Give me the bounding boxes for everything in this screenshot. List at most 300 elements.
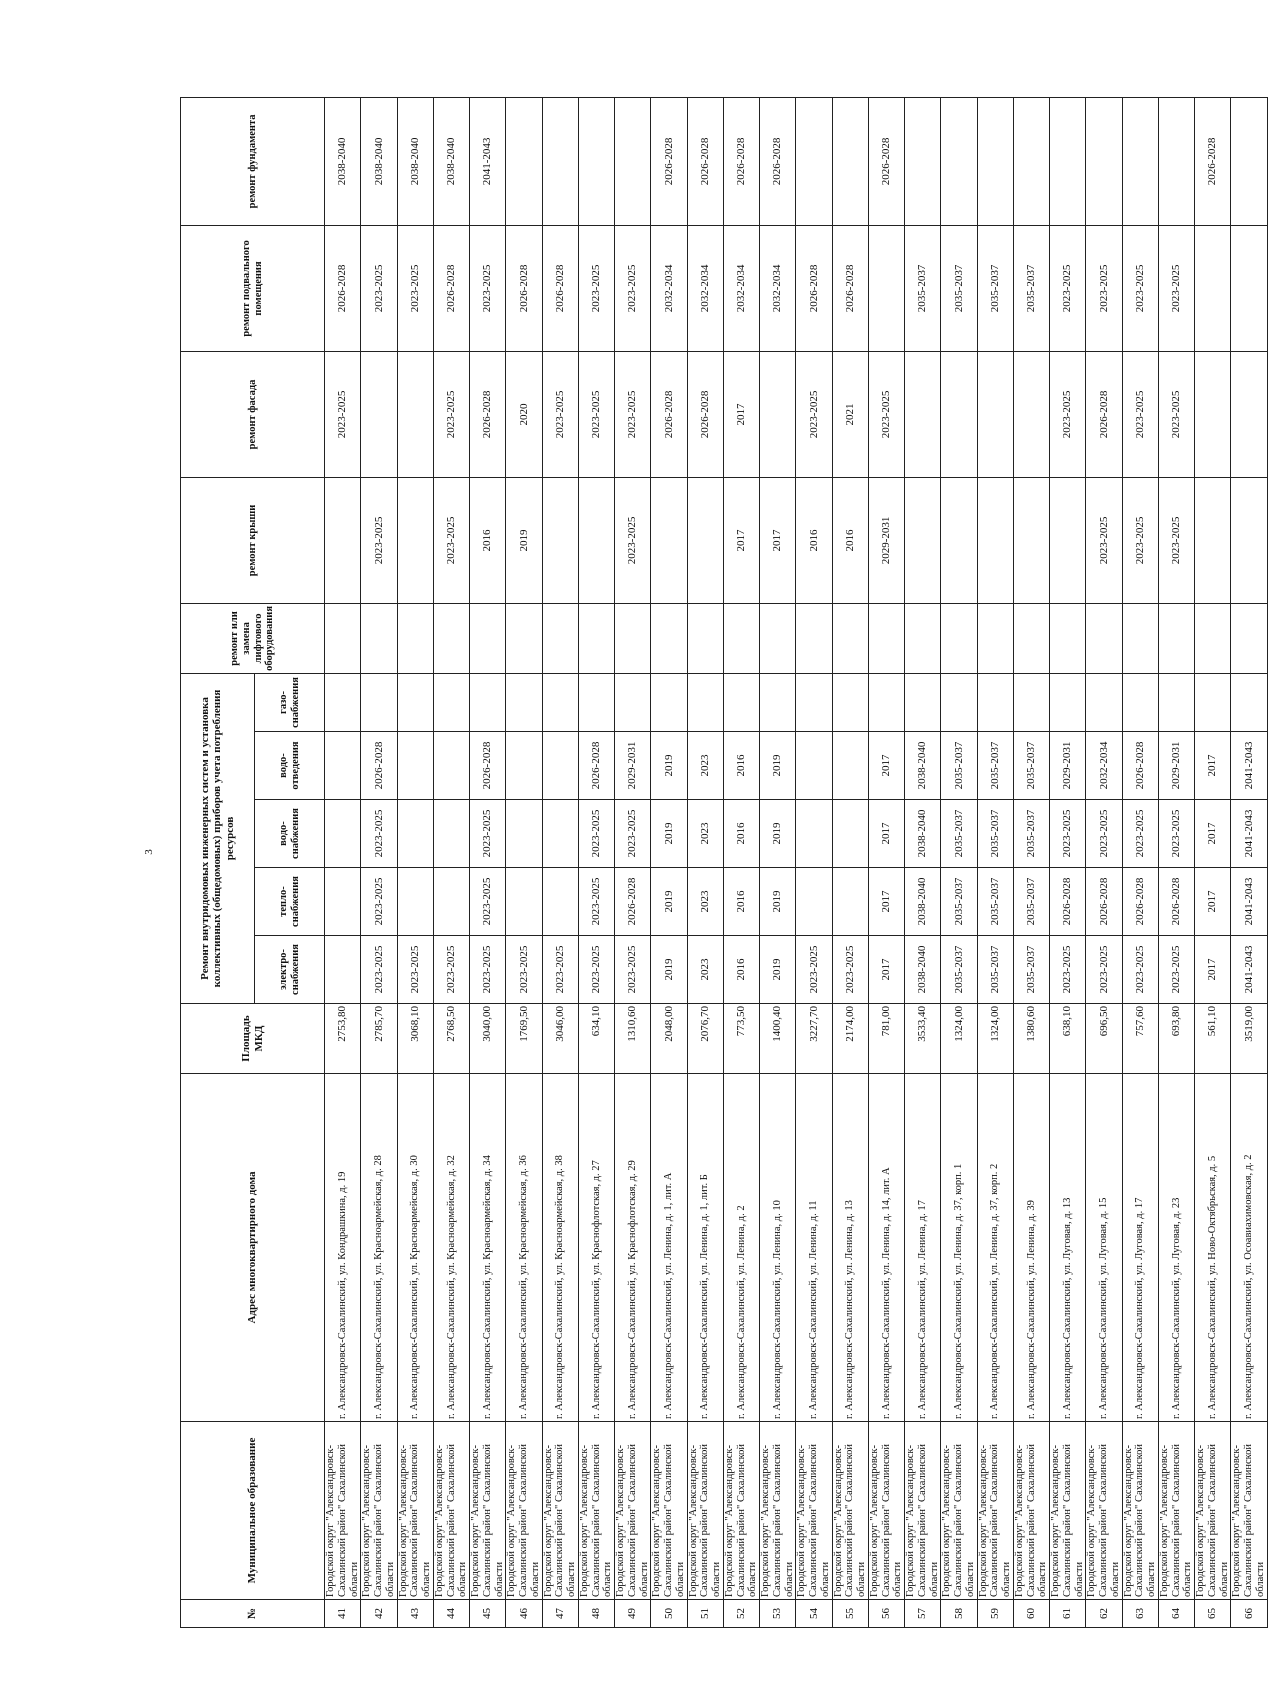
- row-foundation: [1231, 97, 1267, 225]
- row-roof: [1013, 477, 1049, 603]
- row-facade: 2023-2025: [1158, 351, 1194, 477]
- row-municipality: Городской округ "Александровск-Сахалинский район" Сахалинской области: [796, 1422, 832, 1600]
- row-basement: 2023-2025: [1158, 225, 1194, 351]
- row-foundation: [796, 97, 832, 225]
- row-facade: 2023-2025: [796, 351, 832, 477]
- row-heat: [542, 868, 578, 936]
- row-water-disposal: [397, 732, 433, 800]
- row-water-supply: 2017: [868, 800, 904, 868]
- row-elevator: [1050, 603, 1086, 673]
- row-roof: 2019: [506, 477, 542, 603]
- header-roof: ремонт крыши: [181, 477, 325, 603]
- row-municipality: Городской округ "Александровск-Сахалинский район" Сахалинской области: [433, 1422, 469, 1600]
- table-body: [325, 97, 1268, 1627]
- table-row: [1195, 97, 1231, 1627]
- row-foundation: [1158, 97, 1194, 225]
- row-water-supply: 2023-2025: [1050, 800, 1086, 868]
- row-municipality: Городской округ "Александровск-Сахалинский район" Сахалинской области: [905, 1422, 941, 1600]
- row-foundation: 2026-2028: [760, 97, 796, 225]
- row-number: 41: [325, 1600, 361, 1628]
- row-elevator: [542, 603, 578, 673]
- row-electro: [325, 936, 361, 1004]
- row-address: г. Александровск-Сахалинский, ул. Осоавиахимовская, д. 2: [1231, 1074, 1267, 1422]
- row-water-disposal: 2026-2028: [1122, 732, 1158, 800]
- row-foundation: 2026-2028: [868, 97, 904, 225]
- row-water-supply: 2038-2040: [905, 800, 941, 868]
- row-address: г. Александровск-Сахалинский, ул. Красноармейская, д. 32: [433, 1074, 469, 1422]
- row-roof: [578, 477, 614, 603]
- row-basement: 2023-2025: [1122, 225, 1158, 351]
- row-elevator: [651, 603, 687, 673]
- row-area: 634,10: [578, 1004, 614, 1074]
- table-row: [796, 97, 832, 1627]
- row-address: г. Александровск-Сахалинский, ул. Ново-Октябрьская, д. 5: [1195, 1074, 1231, 1422]
- table-row: [542, 97, 578, 1627]
- table-row: [1013, 97, 1049, 1627]
- table-row: [832, 97, 868, 1627]
- row-water-disposal: 2017: [868, 732, 904, 800]
- row-water-disposal: 2026-2028: [470, 732, 506, 800]
- row-foundation: 2026-2028: [1195, 97, 1231, 225]
- row-elevator: [615, 603, 651, 673]
- row-gas: [433, 673, 469, 731]
- row-water-supply: [542, 800, 578, 868]
- row-number: 60: [1013, 1600, 1049, 1628]
- row-gas: [470, 673, 506, 731]
- row-number: 45: [470, 1600, 506, 1628]
- row-electro: 2023-2025: [796, 936, 832, 1004]
- row-roof: 2017: [723, 477, 759, 603]
- row-elevator: [1195, 603, 1231, 673]
- row-roof: [941, 477, 977, 603]
- row-elevator: [977, 603, 1013, 673]
- row-electro: 2038-2040: [905, 936, 941, 1004]
- row-elevator: [1231, 603, 1267, 673]
- row-number: 66: [1231, 1600, 1267, 1628]
- row-water-supply: [397, 800, 433, 868]
- table-row: [433, 97, 469, 1627]
- row-area: 3068,10: [397, 1004, 433, 1074]
- row-gas: [542, 673, 578, 731]
- row-basement: 2026-2028: [433, 225, 469, 351]
- row-water-supply: 2023-2025: [1158, 800, 1194, 868]
- row-water-disposal: 2023: [687, 732, 723, 800]
- row-address: г. Александровск-Сахалинский, ул. Ленина, д. 17: [905, 1074, 941, 1422]
- row-foundation: [578, 97, 614, 225]
- row-foundation: [941, 97, 977, 225]
- row-electro: 2019: [651, 936, 687, 1004]
- row-number: 48: [578, 1600, 614, 1628]
- row-elevator: [687, 603, 723, 673]
- row-water-supply: 2023: [687, 800, 723, 868]
- row-address: г. Александровск-Сахалинский, ул. Краснофлотская, д. 27: [578, 1074, 614, 1422]
- row-water-supply: 2023-2025: [361, 800, 397, 868]
- row-area: 1380,60: [1013, 1004, 1049, 1074]
- row-water-supply: [325, 800, 361, 868]
- row-water-disposal: [325, 732, 361, 800]
- row-electro: 2023: [687, 936, 723, 1004]
- row-heat: [832, 868, 868, 936]
- row-basement: 2026-2028: [796, 225, 832, 351]
- row-area: 638,10: [1050, 1004, 1086, 1074]
- row-heat: 2026-2028: [1158, 868, 1194, 936]
- row-municipality: Городской округ "Александровск-Сахалинский район" Сахалинской области: [1122, 1422, 1158, 1600]
- row-basement: 2023-2025: [1086, 225, 1122, 351]
- row-elevator: [796, 603, 832, 673]
- row-water-supply: 2035-2037: [977, 800, 1013, 868]
- row-water-supply: 2023-2025: [470, 800, 506, 868]
- row-elevator: [905, 603, 941, 673]
- row-water-supply: 2017: [1195, 800, 1231, 868]
- row-basement: [1231, 225, 1267, 351]
- row-address: г. Александровск-Сахалинский, ул. Ленина, д. 13: [832, 1074, 868, 1422]
- row-area: 1769,50: [506, 1004, 542, 1074]
- row-number: 47: [542, 1600, 578, 1628]
- row-area: 781,00: [868, 1004, 904, 1074]
- row-gas: [832, 673, 868, 731]
- row-facade: 2020: [506, 351, 542, 477]
- row-water-disposal: 2041-2043: [1231, 732, 1267, 800]
- row-roof: [1195, 477, 1231, 603]
- row-foundation: [832, 97, 868, 225]
- row-number: 52: [723, 1600, 759, 1628]
- row-elevator: [760, 603, 796, 673]
- row-water-disposal: [832, 732, 868, 800]
- row-roof: [1231, 477, 1267, 603]
- row-address: г. Александровск-Сахалинский, ул. Красноармейская, д. 28: [361, 1074, 397, 1422]
- header-municipality: Муниципальное образование: [181, 1422, 325, 1600]
- row-elevator: [1122, 603, 1158, 673]
- row-elevator: [506, 603, 542, 673]
- header-elevator: ремонт или замена лифтового оборудования: [181, 603, 325, 673]
- row-municipality: Городской округ "Александровск-Сахалинский район" Сахалинской области: [1086, 1422, 1122, 1600]
- row-basement: [868, 225, 904, 351]
- row-address: г. Александровск-Сахалинский, ул. Луговая, д. 13: [1050, 1074, 1086, 1422]
- row-address: г. Александровск-Сахалинский, ул. Ленина, д. 14, лит. А: [868, 1074, 904, 1422]
- row-roof: 2023-2025: [615, 477, 651, 603]
- table-row: [615, 97, 651, 1627]
- row-heat: 2023-2025: [361, 868, 397, 936]
- row-water-supply: [433, 800, 469, 868]
- header-electro: электро-снабжения: [255, 936, 325, 1004]
- table-row: [905, 97, 941, 1627]
- row-municipality: Городской округ "Александровск-Сахалинский район" Сахалинской области: [723, 1422, 759, 1600]
- row-area: 3046,00: [542, 1004, 578, 1074]
- row-number: 63: [1122, 1600, 1158, 1628]
- table-row: [760, 97, 796, 1627]
- row-heat: 2016: [723, 868, 759, 936]
- row-basement: 2026-2028: [542, 225, 578, 351]
- row-basement: [1195, 225, 1231, 351]
- row-gas: [1050, 673, 1086, 731]
- header-foundation: ремонт фундамента: [181, 97, 325, 225]
- row-address: г. Александровск-Сахалинский, ул. Луговая, д. 15: [1086, 1074, 1122, 1422]
- row-foundation: 2026-2028: [687, 97, 723, 225]
- row-basement: 2035-2037: [977, 225, 1013, 351]
- row-area: 2785,70: [361, 1004, 397, 1074]
- row-basement: 2035-2037: [941, 225, 977, 351]
- row-gas: [1013, 673, 1049, 731]
- row-gas: [1122, 673, 1158, 731]
- row-area: 2174,00: [832, 1004, 868, 1074]
- row-electro: 2023-2025: [470, 936, 506, 1004]
- header-water-supply: водо-снабжения: [255, 800, 325, 868]
- row-facade: [941, 351, 977, 477]
- table-row: [325, 97, 361, 1627]
- row-water-supply: [796, 800, 832, 868]
- row-heat: 2041-2043: [1231, 868, 1267, 936]
- row-municipality: Городской округ "Александровск-Сахалинский район" Сахалинской области: [1050, 1422, 1086, 1600]
- row-municipality: Городской округ "Александровск-Сахалинский район" Сахалинской области: [325, 1422, 361, 1600]
- row-water-disposal: 2035-2037: [941, 732, 977, 800]
- row-area: 2768,50: [433, 1004, 469, 1074]
- row-foundation: 2026-2028: [651, 97, 687, 225]
- row-area: 693,80: [1158, 1004, 1194, 1074]
- row-number: 65: [1195, 1600, 1231, 1628]
- row-gas: [651, 673, 687, 731]
- row-heat: 2026-2028: [1050, 868, 1086, 936]
- page-number: 3: [142, 849, 155, 855]
- row-basement: 2032-2034: [723, 225, 759, 351]
- row-electro: 2023-2025: [578, 936, 614, 1004]
- row-roof: 2023-2025: [1158, 477, 1194, 603]
- row-water-supply: 2023-2025: [615, 800, 651, 868]
- row-area: 3227,70: [796, 1004, 832, 1074]
- row-area: 696,50: [1086, 1004, 1122, 1074]
- row-roof: 2016: [832, 477, 868, 603]
- table-row: [687, 97, 723, 1627]
- table-row: [651, 97, 687, 1627]
- row-municipality: Городской округ "Александровск-Сахалинский район" Сахалинской области: [1158, 1422, 1194, 1600]
- row-water-disposal: 2026-2028: [578, 732, 614, 800]
- row-municipality: Городской округ "Александровск-Сахалинский район" Сахалинской области: [1195, 1422, 1231, 1600]
- row-heat: 2023-2025: [578, 868, 614, 936]
- rotated-page: [180, 98, 1266, 1628]
- row-number: 49: [615, 1600, 651, 1628]
- row-elevator: [723, 603, 759, 673]
- row-roof: 2016: [470, 477, 506, 603]
- row-elevator: [941, 603, 977, 673]
- row-water-disposal: 2019: [651, 732, 687, 800]
- row-basement: 2023-2025: [361, 225, 397, 351]
- header-facade: ремонт фасада: [181, 351, 325, 477]
- row-foundation: 2038-2040: [325, 97, 361, 225]
- row-water-disposal: [433, 732, 469, 800]
- row-heat: 2035-2037: [941, 868, 977, 936]
- row-heat: 2017: [1195, 868, 1231, 936]
- row-water-supply: 2023-2025: [1122, 800, 1158, 868]
- row-area: 3040,00: [470, 1004, 506, 1074]
- row-roof: 2017: [760, 477, 796, 603]
- row-water-disposal: 2035-2037: [977, 732, 1013, 800]
- row-address: г. Александровск-Сахалинский, ул. Красноармейская, д. 34: [470, 1074, 506, 1422]
- row-area: 2076,70: [687, 1004, 723, 1074]
- row-water-supply: 2041-2043: [1231, 800, 1267, 868]
- row-gas: [723, 673, 759, 731]
- row-basement: 2023-2025: [1050, 225, 1086, 351]
- row-water-disposal: 2032-2034: [1086, 732, 1122, 800]
- row-gas: [905, 673, 941, 731]
- row-elevator: [361, 603, 397, 673]
- row-heat: [325, 868, 361, 936]
- row-address: г. Александровск-Сахалинский, ул. Ленина, д. 2: [723, 1074, 759, 1422]
- row-water-disposal: [796, 732, 832, 800]
- row-electro: 2035-2037: [977, 936, 1013, 1004]
- row-water-supply: [832, 800, 868, 868]
- row-municipality: Городской округ "Александровск-Сахалинский район" Сахалинской области: [868, 1422, 904, 1600]
- row-electro: 2023-2025: [542, 936, 578, 1004]
- row-address: г. Александровск-Сахалинский, ул. Ленина, д. 1, лит. Б: [687, 1074, 723, 1422]
- row-municipality: Городской округ "Александровск-Сахалинский район" Сахалинской области: [651, 1422, 687, 1600]
- row-number: 59: [977, 1600, 1013, 1628]
- row-municipality: Городской округ "Александровск-Сахалинский район" Сахалинской области: [1231, 1422, 1267, 1600]
- row-basement: 2026-2028: [325, 225, 361, 351]
- row-facade: 2017: [723, 351, 759, 477]
- row-basement: 2023-2025: [397, 225, 433, 351]
- table-row: [1050, 97, 1086, 1627]
- row-area: 2753,80: [325, 1004, 361, 1074]
- table-row: [470, 97, 506, 1627]
- row-water-supply: 2019: [760, 800, 796, 868]
- row-facade: [760, 351, 796, 477]
- row-roof: [325, 477, 361, 603]
- table-row: [578, 97, 614, 1627]
- row-electro: 2023-2025: [506, 936, 542, 1004]
- row-foundation: 2038-2040: [397, 97, 433, 225]
- row-number: 56: [868, 1600, 904, 1628]
- row-number: 43: [397, 1600, 433, 1628]
- row-elevator: [470, 603, 506, 673]
- row-facade: 2023-2025: [542, 351, 578, 477]
- row-number: 42: [361, 1600, 397, 1628]
- row-roof: [651, 477, 687, 603]
- row-number: 61: [1050, 1600, 1086, 1628]
- row-heat: 2019: [651, 868, 687, 936]
- row-elevator: [578, 603, 614, 673]
- row-water-disposal: 2038-2040: [905, 732, 941, 800]
- row-water-supply: 2035-2037: [1013, 800, 1049, 868]
- row-facade: 2023-2025: [1050, 351, 1086, 477]
- row-elevator: [1013, 603, 1049, 673]
- row-roof: 2023-2025: [1086, 477, 1122, 603]
- row-basement: 2035-2037: [905, 225, 941, 351]
- row-address: г. Александровск-Сахалинский, ул. Ленина, д. 37, корп. 2: [977, 1074, 1013, 1422]
- row-basement: 2023-2025: [615, 225, 651, 351]
- row-electro: 2023-2025: [1122, 936, 1158, 1004]
- header-area: Площадь МКД: [181, 1004, 325, 1074]
- row-elevator: [832, 603, 868, 673]
- row-gas: [1231, 673, 1267, 731]
- row-heat: [506, 868, 542, 936]
- row-area: 773,50: [723, 1004, 759, 1074]
- row-heat: [433, 868, 469, 936]
- row-heat: 2026-2028: [1122, 868, 1158, 936]
- row-area: 561,10: [1195, 1004, 1231, 1074]
- row-address: г. Александровск-Сахалинский, ул. Красноармейская, д. 30: [397, 1074, 433, 1422]
- row-gas: [615, 673, 651, 731]
- row-facade: 2026-2028: [470, 351, 506, 477]
- row-municipality: Городской округ "Александровск-Сахалинский район" Сахалинской области: [941, 1422, 977, 1600]
- row-electro: 2035-2037: [1013, 936, 1049, 1004]
- row-facade: [1013, 351, 1049, 477]
- row-municipality: Городской округ "Александровск-Сахалинский район" Сахалинской области: [361, 1422, 397, 1600]
- row-basement: 2035-2037: [1013, 225, 1049, 351]
- row-municipality: Городской округ "Александровск-Сахалинский район" Сахалинской области: [397, 1422, 433, 1600]
- row-facade: 2026-2028: [687, 351, 723, 477]
- row-electro: 2017: [1195, 936, 1231, 1004]
- row-area: 1400,40: [760, 1004, 796, 1074]
- row-municipality: Городской округ "Александровск-Сахалинский район" Сахалинской области: [977, 1422, 1013, 1600]
- header-heat: тепло-снабжения: [255, 868, 325, 936]
- table-row: [977, 97, 1013, 1627]
- row-area: 757,60: [1122, 1004, 1158, 1074]
- row-facade: [977, 351, 1013, 477]
- row-foundation: [506, 97, 542, 225]
- row-elevator: [868, 603, 904, 673]
- row-number: 51: [687, 1600, 723, 1628]
- row-facade: 2023-2025: [325, 351, 361, 477]
- row-number: 55: [832, 1600, 868, 1628]
- row-electro: 2023-2025: [433, 936, 469, 1004]
- row-gas: [1195, 673, 1231, 731]
- row-heat: [397, 868, 433, 936]
- row-area: 1324,00: [941, 1004, 977, 1074]
- row-facade: [397, 351, 433, 477]
- row-facade: [361, 351, 397, 477]
- row-address: г. Александровск-Сахалинский, ул. Кондрашкина, д. 19: [325, 1074, 361, 1422]
- row-municipality: Городской округ "Александровск-Сахалинский район" Сахалинской области: [1013, 1422, 1049, 1600]
- row-water-disposal: 2017: [1195, 732, 1231, 800]
- row-area: 3519,00: [1231, 1004, 1267, 1074]
- row-gas: [578, 673, 614, 731]
- row-electro: 2019: [760, 936, 796, 1004]
- row-area: 1324,00: [977, 1004, 1013, 1074]
- row-gas: [506, 673, 542, 731]
- table-row: [868, 97, 904, 1627]
- row-water-supply: 2019: [651, 800, 687, 868]
- table-row: [361, 97, 397, 1627]
- row-gas: [760, 673, 796, 731]
- row-electro: 2023-2025: [1050, 936, 1086, 1004]
- row-water-supply: 2016: [723, 800, 759, 868]
- row-heat: [796, 868, 832, 936]
- row-address: г. Александровск-Сахалинский, ул. Луговая, д. 23: [1158, 1074, 1194, 1422]
- row-gas: [796, 673, 832, 731]
- table-row: [941, 97, 977, 1627]
- row-facade: 2026-2028: [1086, 351, 1122, 477]
- row-water-supply: 2023-2025: [1086, 800, 1122, 868]
- row-water-disposal: 2029-2031: [615, 732, 651, 800]
- row-number: 50: [651, 1600, 687, 1628]
- row-roof: [905, 477, 941, 603]
- row-municipality: Городской округ "Александровск-Сахалинский район" Сахалинской области: [542, 1422, 578, 1600]
- table-row: [1158, 97, 1194, 1627]
- row-basement: 2032-2034: [760, 225, 796, 351]
- row-number: 44: [433, 1600, 469, 1628]
- row-heat: 2038-2040: [905, 868, 941, 936]
- row-basement: 2026-2028: [832, 225, 868, 351]
- table-row: [1086, 97, 1122, 1627]
- row-area: 1310,60: [615, 1004, 651, 1074]
- row-municipality: Городской округ "Александровск-Сахалинский район" Сахалинской области: [506, 1422, 542, 1600]
- row-heat: 2026-2028: [615, 868, 651, 936]
- row-water-disposal: 2019: [760, 732, 796, 800]
- row-number: 53: [760, 1600, 796, 1628]
- row-water-disposal: 2029-2031: [1050, 732, 1086, 800]
- row-water-disposal: 2035-2037: [1013, 732, 1049, 800]
- row-foundation: 2038-2040: [361, 97, 397, 225]
- header-num: №: [181, 1600, 325, 1628]
